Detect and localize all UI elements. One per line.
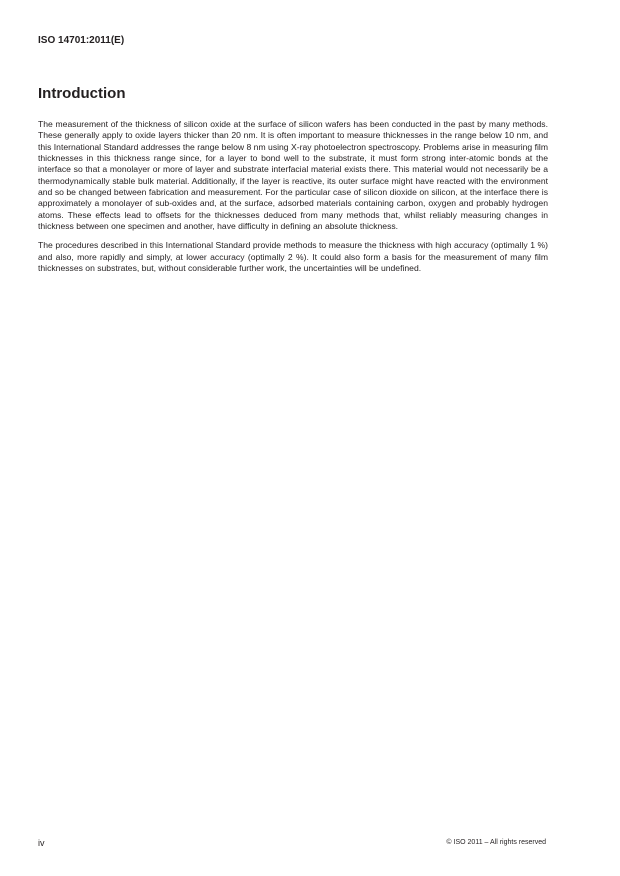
document-id-header: ISO 14701:2011(E) [38, 35, 125, 46]
paragraph-1: The measurement of the thickness of silicon oxide at the surface of silicon wafers has been conducted in the past by many methods. These generally apply to oxide layers thicker than 20 nm. It is often important to measure thicknesses in the range below 10 nm, and this International Standard addresses the range below 8 nm using X-ray photoelectron spectroscopy. Problems arise in measuring film thicknesses in this thickness range since, for a layer to bond well to the substrate, it must form strong inter-atomic bonds at the interface so that a monolayer or more of layer and substrate interfacial material exists there. This material would not necessarily be a thermodynamically stable bulk material. Additionally, if the layer is reactive, its outer surface might have reacted with the environment and so be changed between fabrication and measurement. For the particular case of silicon dioxide on silicon, at the interface there is approximately a monolayer of sub-oxides and, at the surface, adsorbed materials containing carbon, oxygen and probably hydrogen atoms. These effects lead to offsets for the thicknesses deduced from many methods that, whilst reliably measuring changes in thickness between one specimen and another, have difficulty in defining an absolute thickness. [38, 119, 548, 232]
section-title: Introduction [38, 85, 126, 102]
copyright-notice: © ISO 2011 – All rights reserved [446, 839, 546, 846]
section-body [38, 119, 548, 282]
page-number: iv [38, 838, 45, 848]
paragraph-2: The procedures described in this International Standard provide methods to measure the thickness with high accuracy (optimally 1 %) and also, more rapidly and simply, at lower accuracy (optimally 2 %). It could also form a basis for the measurement of many film thicknesses on substrates, but, without considerable further work, the uncertainties will be undefined. [38, 240, 548, 274]
